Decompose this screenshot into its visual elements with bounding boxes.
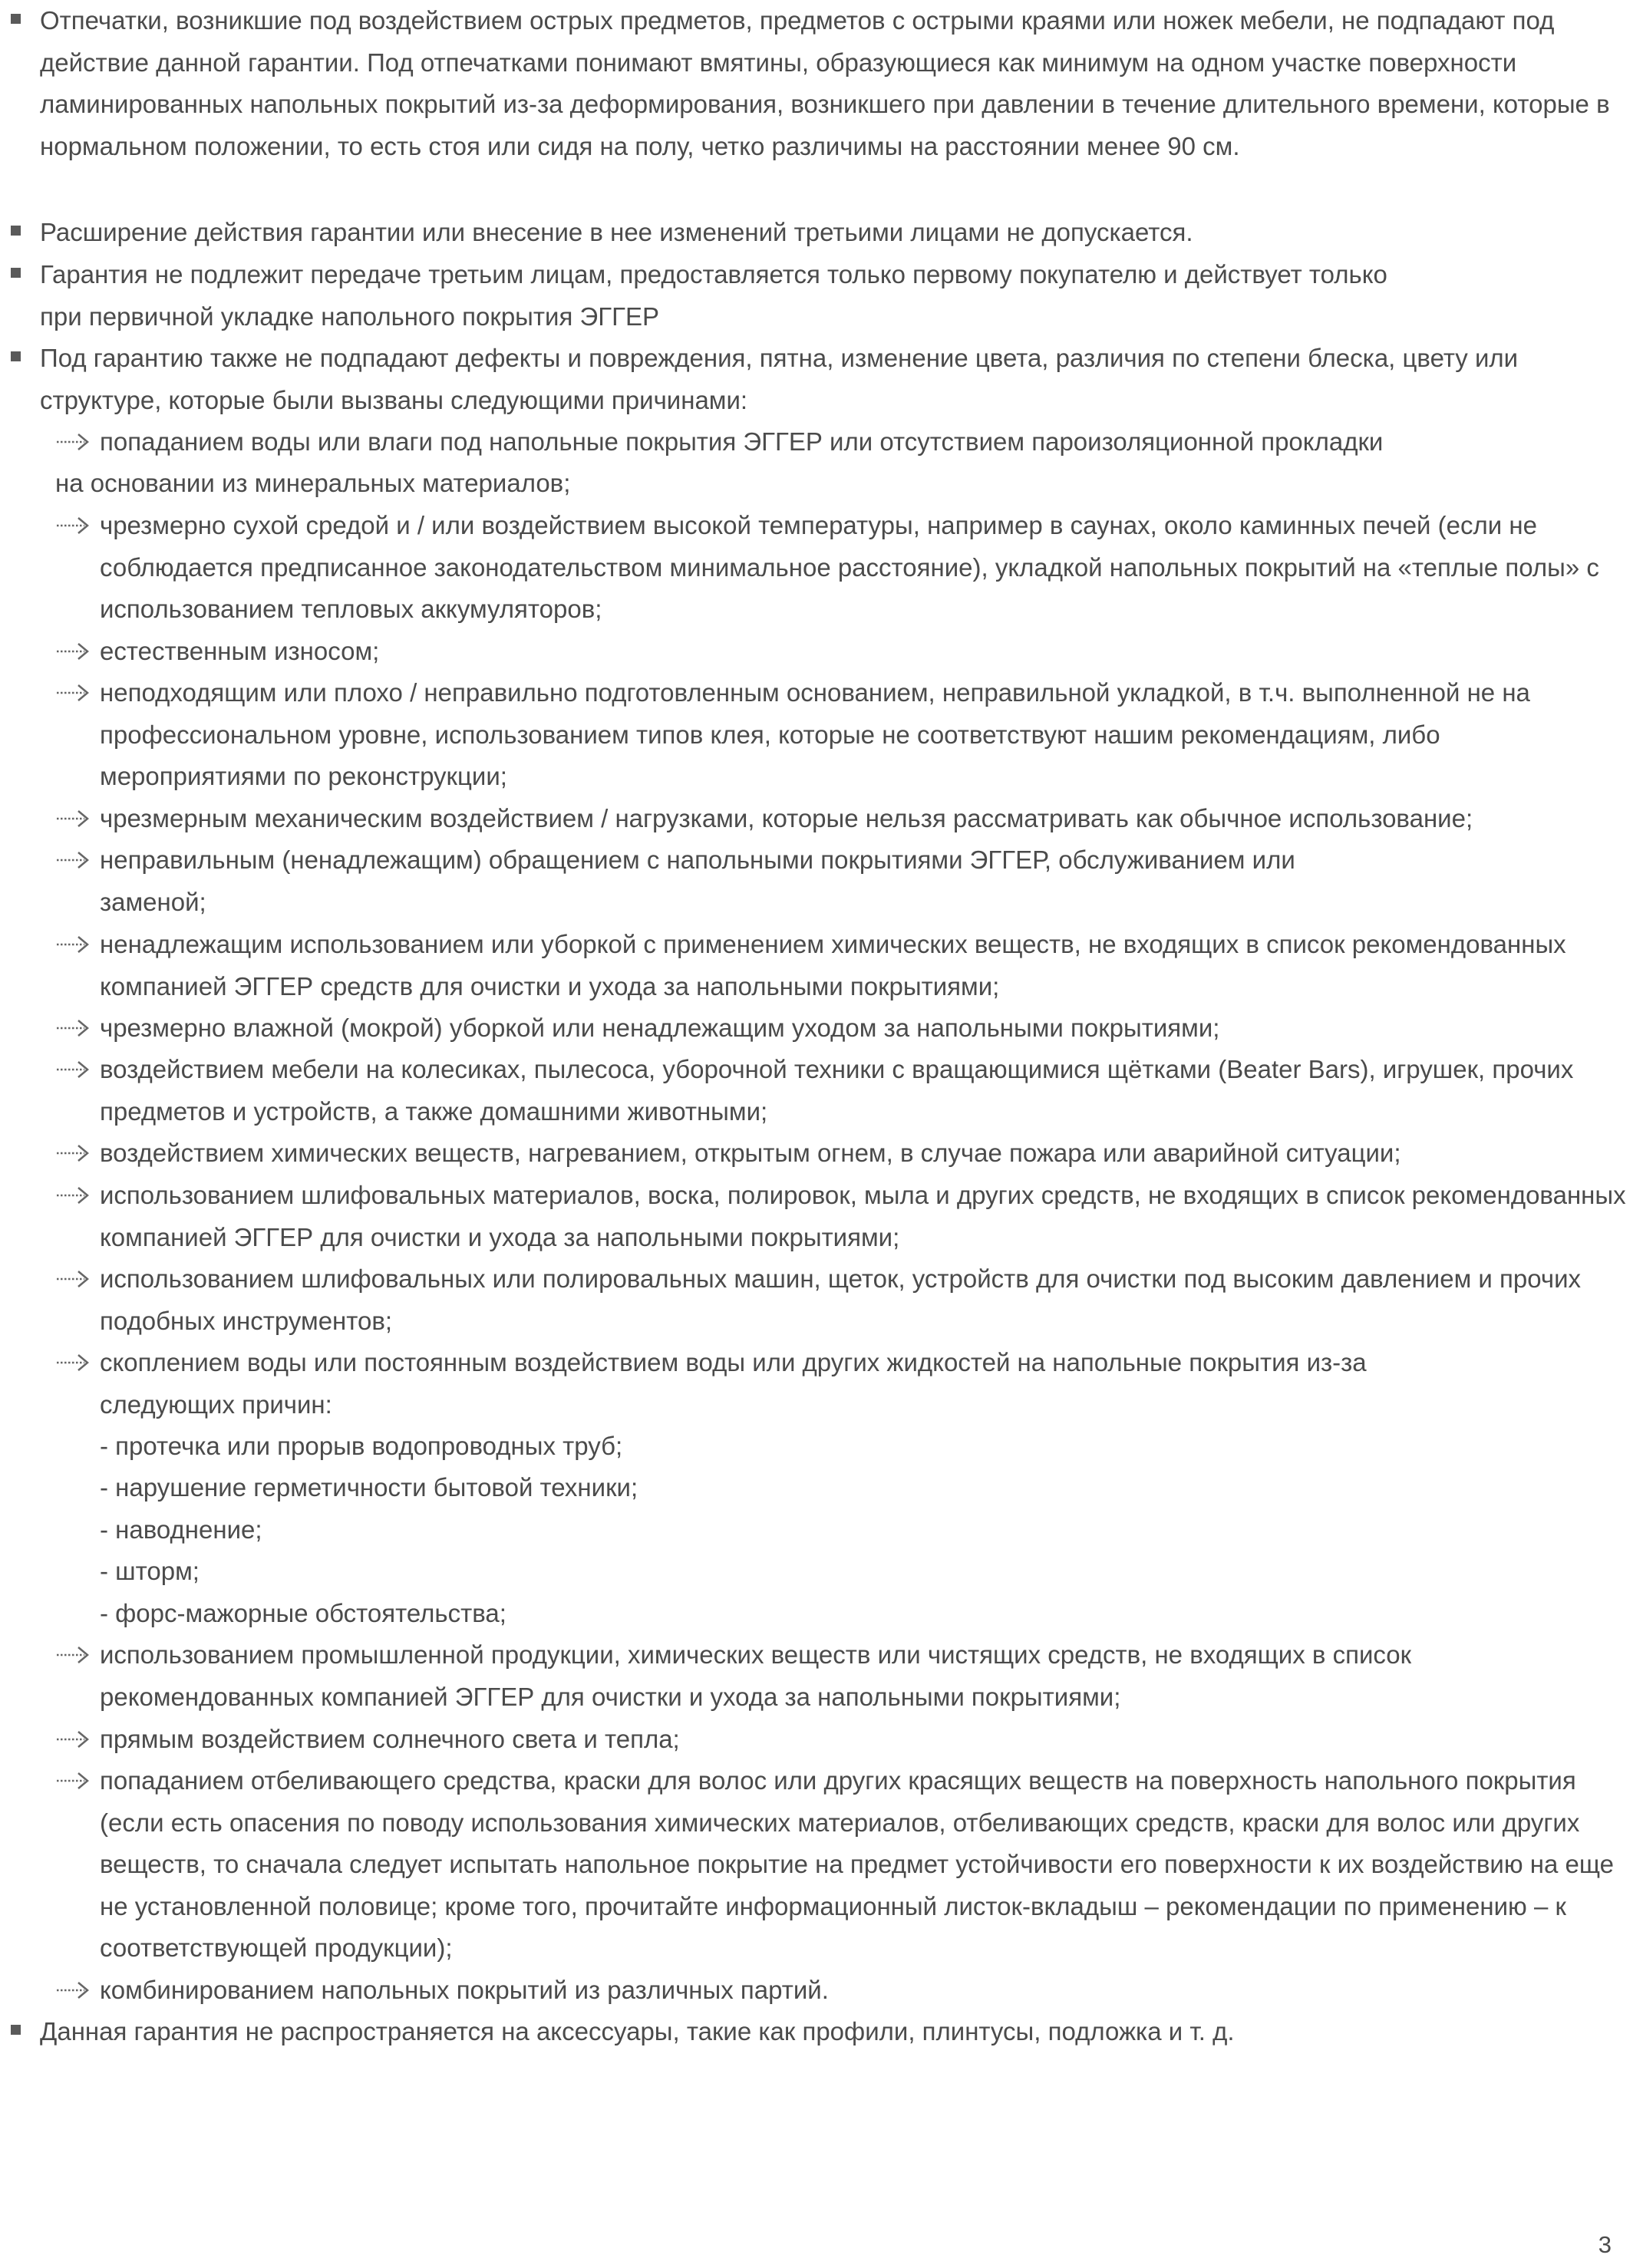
cause-text: неподходящим или плохо / неправильно подготовленным основанием, неправильной укладкой, в т.ч. выполненной не на профессиональном уровне, использованием типов клея, которые не соответствуют нашим рекомендациям, либо мероприятиями по реконструкции; <box>100 678 1530 790</box>
dotted-arrow-icon <box>55 515 92 536</box>
square-bullet-icon <box>11 268 21 278</box>
cause-item <box>100 1970 1627 2012</box>
cause-item <box>100 505 1627 631</box>
bullet-text: Гарантия не подлежит передаче третьим лицам, предоставляется только первому покупателю и действует только <box>40 260 1387 288</box>
bullet-text: Данная гарантия не распространяется на аксессуары, такие как профили, плинтусы, подложка и т. д. <box>40 2017 1235 2045</box>
dotted-arrow-icon <box>55 1185 92 1206</box>
dotted-arrow-icon <box>55 1268 92 1290</box>
water-reason <box>100 1509 1627 1551</box>
cause-text: прямым воздействием солнечного света и тепла; <box>100 1725 680 1753</box>
cause-item <box>100 1760 1627 1970</box>
dotted-arrow-icon <box>55 1142 92 1164</box>
square-bullet-icon <box>11 351 21 361</box>
cause-text: скоплением воды или постоянным воздействием воды или других жидкостей на напольные покрытия из-за следующих причин: <box>100 1348 1367 1419</box>
water-reason <box>100 1426 1627 1468</box>
square-bullet-icon <box>11 14 21 24</box>
bullet-text: Расширение действия гарантии или внесение в нее изменений третьими лицами не допускается. <box>40 218 1193 246</box>
cause-continuation-text: на основании из минеральных материалов; <box>55 469 571 497</box>
cause-text: попаданием отбеливающего средства, краски для волос или других красящих веществ на поверхность напольного покрытия (если есть опасения по поводу использования химических материалов, отбеливающих средств, краски для волос или других веществ, то сначала следует испытать напольное покрытие на предмет устойчивости его поверхности к их воздействию на еще не установленной половице; кроме того, прочитайте информационный листок-вкладыш – рекомендации по применению – к соответствующей продукции); <box>100 1766 1614 1962</box>
bullet-item <box>40 2011 1621 2053</box>
water-reason-text: - наводнение; <box>100 1515 262 1544</box>
cause-text: чрезмерно влажной (мокрой) уборкой или ненадлежащим уходом за напольными покрытиями; <box>100 1014 1220 1042</box>
dotted-arrow-icon <box>55 1770 92 1792</box>
cause-text: чрезмерным механическим воздействием / нагрузками, которые нельзя рассматривать как обычное использование; <box>100 804 1473 832</box>
bullet-text: Отпечатки, возникшие под воздействием острых предметов, предметов с острыми краями или ножек мебели, не подпадают под действие данной гарантии. Под отпечатками понимают вмятины, образующиеся как минимум на одном участке поверхности ламинированных напольных покрытий из-за деформирования, возникшего при давлении в течение длительного времени, которые в нормальном положении, то есть стоя или сидя на полу, четко различимы на расстоянии менее 90 см. <box>40 6 1610 160</box>
cause-item <box>100 924 1627 1007</box>
bullet-item <box>40 0 1621 167</box>
dotted-arrow-icon <box>55 641 92 662</box>
cause-text: комбинированием напольных покрытий из различных партий. <box>100 1976 829 2004</box>
cause-item <box>100 631 1627 673</box>
dotted-arrow-icon <box>55 1644 92 1666</box>
water-reason <box>100 1551 1627 1593</box>
cause-item <box>100 1132 1627 1175</box>
cause-item <box>100 798 1627 840</box>
dotted-arrow-icon <box>55 1352 92 1373</box>
dotted-arrow-icon <box>55 934 92 955</box>
cause-text: чрезмерно сухой средой и / или воздействием высокой температуры, например в саунах, около каминных печей (если не соблюдается предписанное законодательством минимальное расстояние), укладкой напольных покрытий на «теплые полы» с использованием тепловых аккумуляторов; <box>100 511 1599 623</box>
cause-text: использованием шлифовальных материалов, воска, полировок, мыла и других средств, не входящих в список рекомендованных компанией ЭГГЕР для очистки и ухода за напольными покрытиями; <box>100 1181 1626 1251</box>
cause-item <box>100 1007 1627 1050</box>
dotted-arrow-icon <box>55 1059 92 1080</box>
cause-item <box>100 1634 1627 1718</box>
square-bullet-icon <box>11 226 21 236</box>
water-reason-text: - протечка или прорыв водопроводных труб; <box>100 1432 623 1460</box>
cause-item <box>100 1258 1627 1342</box>
cause-text: ненадлежащим использованием или уборкой с применением химических веществ, не входящих в список рекомендованных компанией ЭГГЕР средств для очистки и ухода за напольными покрытиями; <box>100 930 1566 1000</box>
cause-text: использованием промышленной продукции, химических веществ или чистящих средств, не входящих в список рекомендованных компанией ЭГГЕР для очистки и ухода за напольными покрытиями; <box>100 1640 1412 1711</box>
cause-text: неправильным (ненадлежащим) обращением с напольными покрытиями ЭГГЕР, обслуживанием или заменой; <box>100 846 1295 916</box>
bullet-text-continuation: при первичной укладке напольного покрытия ЭГГЕР <box>40 302 659 331</box>
dotted-arrow-icon <box>55 849 92 871</box>
cause-item <box>100 1049 1627 1132</box>
cause-continuation <box>55 463 1590 505</box>
bullet-text: Под гарантию также не подпадают дефекты и повреждения, пятна, изменение цвета, различия по степени блеска, цвету или структуре, которые были вызваны следующими причинами: <box>40 344 1519 414</box>
bullet-item <box>40 212 1621 254</box>
cause-text: воздействием мебели на колесиках, пылесоса, уборочной техники с вращающимися щётками (Beater Bars), игрушек, прочих предметов и устройств, а также домашними животными; <box>100 1055 1574 1126</box>
cause-item <box>100 421 1627 463</box>
bullet-item <box>40 338 1621 421</box>
water-reason <box>100 1593 1627 1635</box>
water-reason <box>100 1467 1627 1509</box>
cause-text: попаданием воды или влаги под напольные покрытия ЭГГЕР или отсутствием пароизоляционной прокладки <box>100 427 1384 456</box>
square-bullet-icon <box>11 2025 21 2035</box>
cause-text: воздействием химических веществ, нагреванием, открытым огнем, в случае пожара или аварийной ситуации; <box>100 1139 1401 1167</box>
cause-text: естественным износом; <box>100 637 380 665</box>
water-reason-text: - шторм; <box>100 1557 200 1585</box>
water-reason-text: - нарушение герметичности бытовой техники; <box>100 1473 638 1502</box>
dotted-arrow-icon <box>55 1017 92 1039</box>
dotted-arrow-icon <box>55 1980 92 2001</box>
water-reason-text: - форс-мажорные обстоятельства; <box>100 1599 506 1627</box>
dotted-arrow-icon <box>55 431 92 453</box>
cause-text: использованием шлифовальных или полировальных машин, щеток, устройств для очистки под высоким давлением и прочих подобных инструментов; <box>100 1264 1582 1335</box>
cause-item <box>100 839 1297 923</box>
dotted-arrow-icon <box>55 808 92 829</box>
cause-item <box>100 1342 1450 1426</box>
cause-item <box>100 672 1627 798</box>
dotted-arrow-icon <box>55 1729 92 1750</box>
bullet-item <box>40 254 1621 338</box>
cause-item <box>100 1719 1627 1761</box>
dotted-arrow-icon <box>55 682 92 704</box>
page-number: 3 <box>1598 2231 1612 2258</box>
cause-item <box>100 1175 1627 1258</box>
